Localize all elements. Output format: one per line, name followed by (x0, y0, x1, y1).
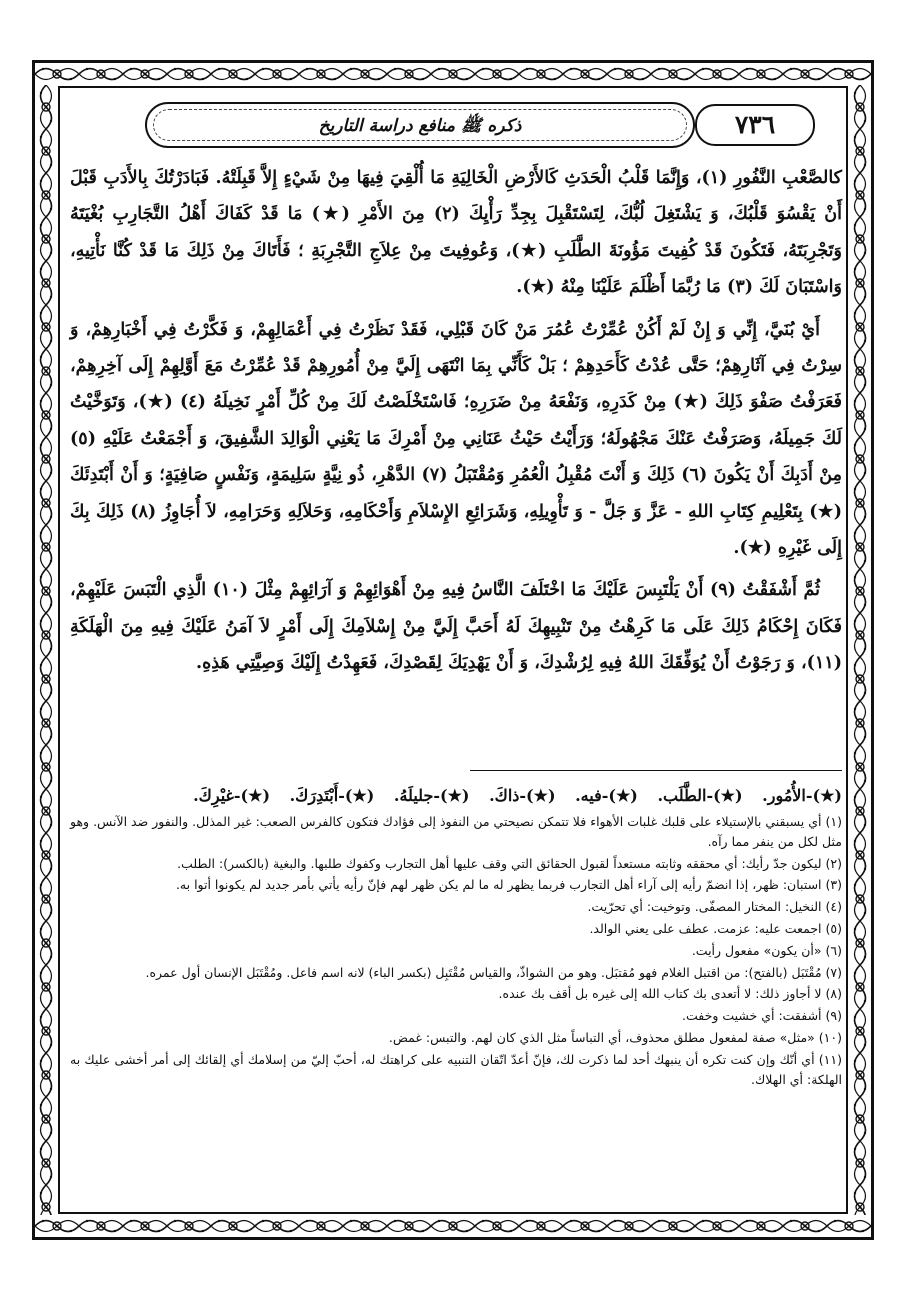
floral-border-right (849, 85, 871, 1215)
variant-item: (★)-ذاكَ. (489, 786, 556, 805)
footnotes (70, 812, 842, 1091)
floral-border-left (35, 85, 57, 1215)
footnote: (٩) أشفقت: أي خشيت وخفت. (682, 1008, 842, 1024)
paragraph: أَيْ بُنَيَّ، إِنِّي وَ إِنْ لَمْ أَكُنْ عُمِّرْتُ عُمُرَ مَنْ كَانَ قَبْلِي، فَقَدْ نَظَرْتُ فِي أَعْمَالِهِمْ، وَ فَكَّرْتُ فِي أَخْبَارِهِمْ، وَ سِرْتُ فِي آثَارِهِمْ؛ حَتَّى عُدْتُ كَأَحَدِهِمْ ؛ بَلْ كَأَنِّي بِمَا انْتَهَى إِلَيَّ مِنْ أُمُورِهِمْ قَدْ عُمِّرْتُ مَعَ أَوَّلِهِمْ إِلَى آخِرِهِمْ، فَعَرَفْتُ صَفْوَ ذَلِكَ (★) مِنْ كَدَرِهِ، وَنَفْعَهُ مِنْ ضَرَرِهِ؛ فَاسْتَخْلَصْتُ لَكَ مِنْ كُلِّ أَمْرٍ نَخِيلَهُ (٤) (★)، وَتَوَخَّيْتُ لَكَ جَمِيلَهُ، وَصَرَفْتُ عَنْكَ مَجْهُولَهُ؛ وَرَأَيْتُ حَيْثُ عَنَانِي مِنْ أَمْرِكَ مَا يَعْنِي الْوَالِدَ الشَّفِيقَ، وَ أَجْمَعْتُ عَلَيْهِ (٥) مِنْ أَدَبِكَ أَنْ يَكُونَ (٦) ذَلِكَ وَ أَنْتَ مُقْبِلُ الْعُمُرِ وَمُقْتَبَلُ (٧) الدَّهْرِ، ذُو نِيَّةٍ سَلِيمَةٍ، وَنَفْسٍ صَافِيَةٍ؛ وَ أَنْ أَبْتَدِئَكَ (★) بِتَعْلِيمِ كِتَابِ اللهِ - عَزَّ وَ جَلَّ - وَ تَأْوِيلِهِ، وَشَرَائِعِ الإِسْلاَمِ وَأَحْكَامِهِ، وَحَلاَلِهِ وَحَرَامِهِ، لاَ أُجَاوِزُ (٨) ذَلِكَ بِكَ إِلَى غَيْرِهِ (★). (70, 319, 842, 559)
variant-readings (70, 780, 842, 812)
paragraph: كالصَّعْبِ النَّفُورِ (١)، وَإِنَّمَا قَلْبُ الْحَدَثِ كَالأَرْضِ الْخَالِيَةِ مَا أُلْقِيَ فِيهَا مِنْ شَيْءٍ إِلاَّ قَبِلَتْهُ. فَبَادَرْتُكَ بِالأَدَبِ قَبْلَ أَنْ يَقْسُوَ قَلْبُكَ، وَ يَشْتَغِلَ لُبُّكَ، لِتَسْتَقْبِلَ بِجِدِّ رَأْيِكَ (٢) مِنَ الأَمْرِ (★) مَا قَدْ كَفَاكَ أَهْلُ التَّجَارِبِ بُغْيَتَهُ وَتَجْرِبَتَهُ، فَتَكُونَ قَدْ كُفِيتَ مَؤُونَةَ الطَّلَبِ (★)، وَعُوفِيتَ مِنْ عِلاَجِ التَّجْرِبَةِ ؛ فَأَتَاكَ مِنْ ذَلِكَ مَا قَدْ كُنَّا نَأْتِيهِ، وَاسْتَبَانَ لَكَ (٣) مَا رُبَّمَا أَظْلَمَ عَلَيْنَا مِنْهُ (★). (70, 168, 842, 298)
footnote: (١١) أي أنّك وإن كنت تكره أن ينبهك أحد لما ذكرت لك، فإنّ أعدّ اتّقان التنبيه على كراهتك له، أحبّ إليّ من إسلامك أي إلقائك إلى أمر أخشى عليك به الهلكة: أي الهلاك. (70, 1051, 842, 1087)
paragraph: ثُمَّ أَشْفَقْتُ (٩) أَنْ يَلْتَبِسَ عَلَيْكَ مَا اخْتَلَفَ النَّاسُ فِيهِ مِنْ أَهْوَائِهِمْ وَ آرَائِهِمْ مِثْلَ (١٠) الَّذِي الْتَبَسَ عَلَيْهِمْ، فَكَانَ إِحْكَامُ ذَلِكَ عَلَى مَا كَرِهْتُ مِنْ تَنْبِيهِكَ لَهُ أَحَبَّ إِلَيَّ مِنْ إِسْلاَمِكَ إِلَى أَمْرٍ لاَ آمَنُ عَلَيْكَ فِيهِ مِنَ الْهَلَكَةِ (١١)، وَ رَجَوْتُ أَنْ يُوَفِّقَكَ اللهُ فِيهِ لِرُشْدِكَ، وَ أَنْ يَهْدِيَكَ لِقَصْدِكَ، فَعَهِدْتُ إِلَيْكَ وَصِيَّتِي هَذِهِ. (70, 580, 842, 674)
running-title: ذكره ﷺ منافع دراسة التاريخ (318, 116, 522, 136)
page-number: ٧٣٦ (695, 104, 815, 146)
variant-item: (★)-غيْرِكَ. (193, 786, 271, 805)
variant-item: (★)-جليلَهُ. (393, 786, 470, 805)
variant-item: (★)-الأُمُور. (762, 786, 842, 805)
main-text (70, 160, 842, 682)
footnote: (٦) «أن يكون» مفعول رأيت. (691, 942, 842, 958)
footnote: (٧) مُقْتَبَل (بالفتح): من اقتبل الغلام فهو مُقتبَل. وهو من الشواذّ، والقياس مُقْتَبِل (بكسر الباء) لانه اسم فاعل. ومُقْتَبَل الإنسان أول عمره. (145, 964, 842, 980)
footnote: (٨) لا أجاوز ذلك: لا أتعدى بك كتاب الله إلى غيره بل أقف بك عنده. (498, 986, 842, 1002)
variant-item: (★)-الطَّلَب. (657, 786, 743, 805)
footnote: (٥) اجمعت عليه: عزمت. عطف على يعني الوالد. (589, 920, 842, 936)
floral-border-bottom (35, 1215, 871, 1237)
floral-border-top (35, 63, 871, 85)
footnote: (٣) استبان: ظهر، إذا انضمّ رأيه إلى آراء أهل التجارب فربما يظهر له ما لم يكن ظهر لهم فإنّ رأيه يأتي بأمر جديد لم يكونوا أتوا به. (175, 877, 842, 893)
footnote: (٢) ليكون جدّ رأيك: أي محققه وثابته مستعداً لقبول الحقائق التي وقف عليها أهل التجارب وكفوك طلبها. والبغية (بالكسر): الطلب. (177, 855, 842, 871)
running-title-frame (145, 102, 695, 148)
footnote: (١٠) «مثل» صفة لمفعول مطلق محذوف، أي التباساً مثل الذي كان لهم. والتبس: غمض. (388, 1029, 842, 1045)
footnote: (١) أي يسبقني بالإستيلاء على قلبك غلبات الأهواء فلا تتمكن نصيحتي من النفوذ إلى فؤادك فتكون كالفرس الصعب: غير المذلل. والنفور ضد الآنس. وهو مثل لكل من ينفر مما رآه. (70, 814, 842, 849)
footnote: (٤) النخيل: المختار المصفّى. وتوخيت: أي تحرّيت. (587, 899, 842, 915)
page-header (120, 102, 860, 152)
variant-item: (★)-فيه. (575, 786, 638, 805)
footnote-separator (470, 770, 842, 771)
variant-item: (★)-أَبْتَدِرَكَ. (289, 786, 375, 805)
